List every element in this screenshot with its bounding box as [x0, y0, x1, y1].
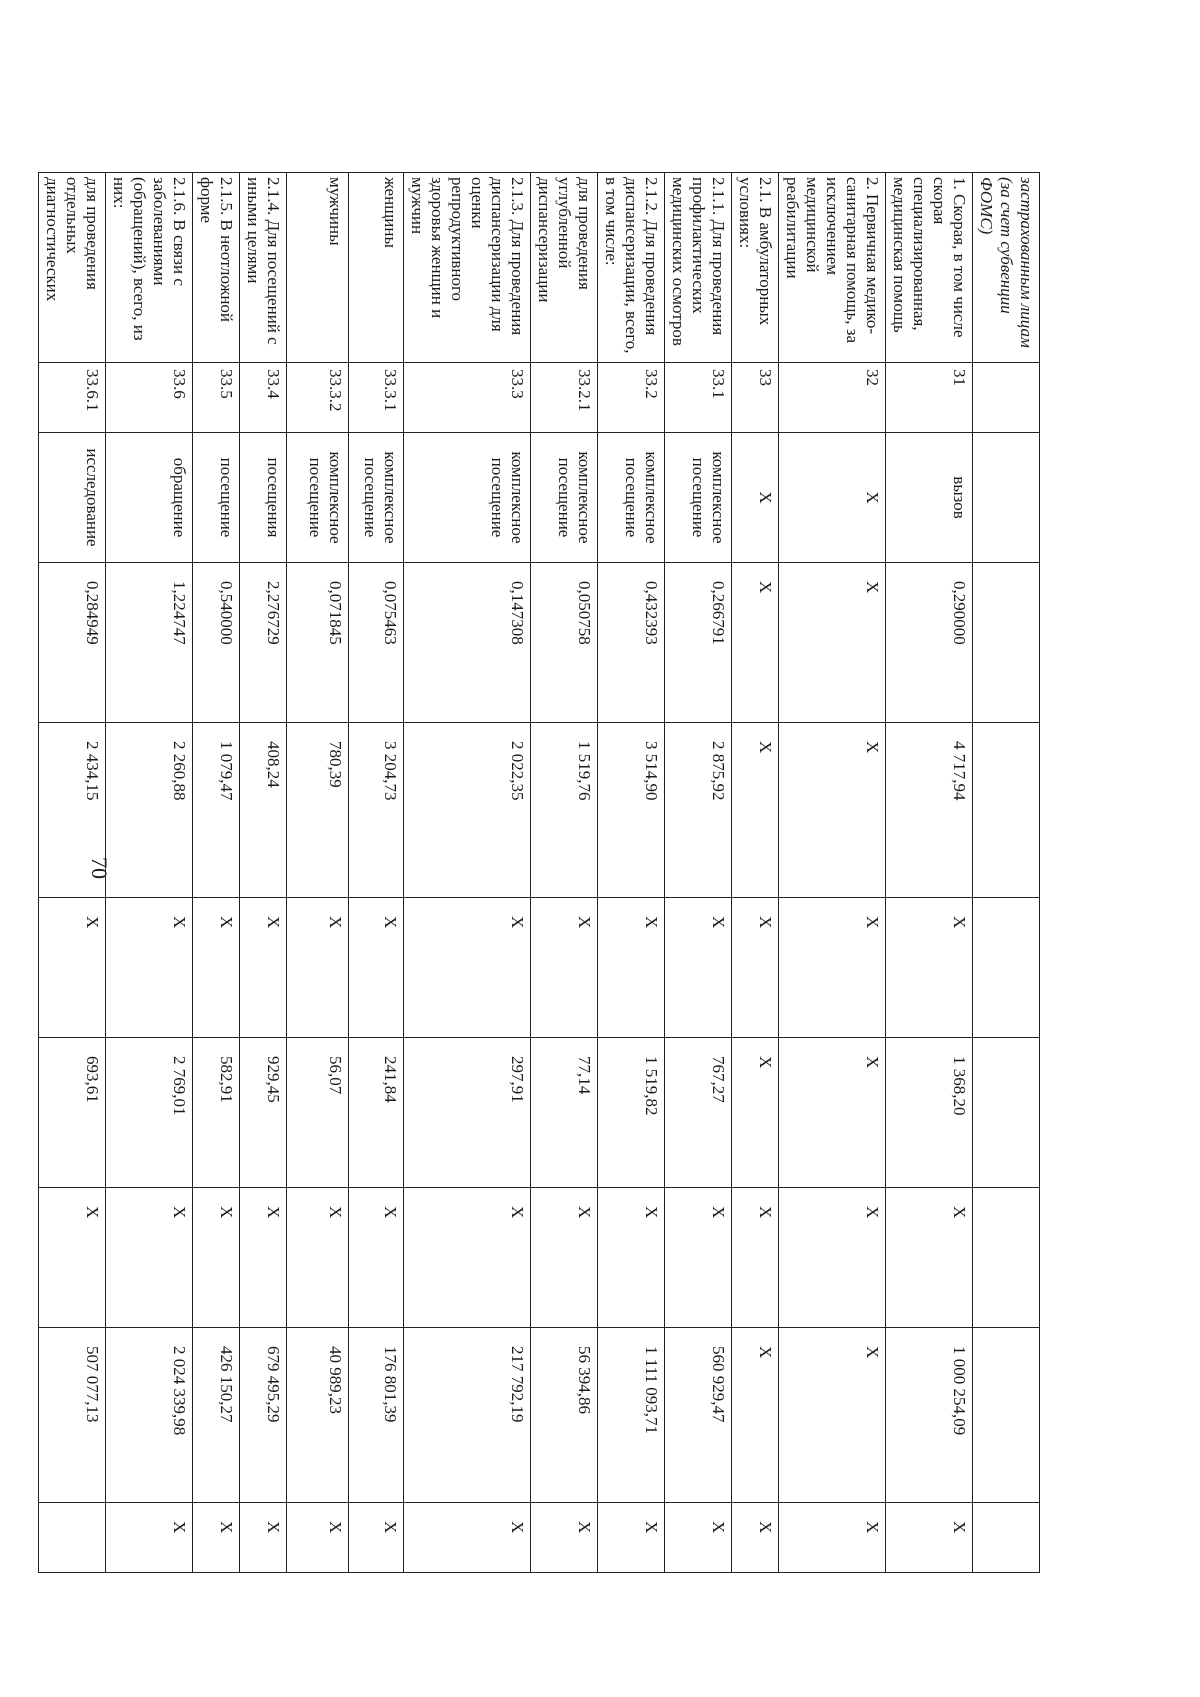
row-col6: 241,84: [349, 1038, 404, 1188]
table-row: [404, 173, 531, 1573]
row-unit: комплексное посещение: [287, 433, 349, 563]
row-cost: X: [732, 723, 779, 898]
row-col6: 929,45: [240, 1038, 287, 1188]
row-col9: X: [732, 1503, 779, 1573]
row-norm: X: [779, 563, 886, 723]
row-col9: X: [404, 1503, 531, 1573]
row-col6: 2 769,01: [106, 1038, 193, 1188]
row-norm: 0,266791: [665, 563, 732, 723]
row-col5: X: [531, 898, 598, 1038]
row-col8: 426 150,27: [193, 1328, 240, 1503]
row-col7: X: [106, 1188, 193, 1328]
row-col6: X: [732, 1038, 779, 1188]
rotated-table: [43, 172, 1040, 1572]
row-name: 2.1.5. В неотложной форме: [193, 173, 240, 363]
row-cost: 408,24: [240, 723, 287, 898]
row-col7: X: [886, 1188, 973, 1328]
header-name-cell: застрахованным лицам (за счет субвенции ФОМС): [973, 173, 1040, 363]
row-col9: X: [193, 1503, 240, 1573]
data-table: [38, 172, 1040, 1573]
row-col5: X: [779, 898, 886, 1038]
row-col9: X: [531, 1503, 598, 1573]
row-cost: 4 717,94: [886, 723, 973, 898]
row-norm: 0,050758: [531, 563, 598, 723]
row-col7: X: [531, 1188, 598, 1328]
row-cost: 3 204,73: [349, 723, 404, 898]
row-unit: комплексное посещение: [598, 433, 665, 563]
row-code: 31: [886, 363, 973, 433]
table-container: [43, 172, 1040, 1572]
row-unit: комплексное посещение: [349, 433, 404, 563]
row-code: 33.6: [106, 363, 193, 433]
row-col5: X: [106, 898, 193, 1038]
row-col5: X: [193, 898, 240, 1038]
row-name: женщины: [349, 173, 404, 363]
row-col5: X: [665, 898, 732, 1038]
row-col9: [39, 1503, 106, 1573]
row-col8: 2 024 339,98: [106, 1328, 193, 1503]
row-unit: посещения: [240, 433, 287, 563]
row-col5: X: [287, 898, 349, 1038]
row-unit: вызов: [886, 433, 973, 563]
row-col6: 582,91: [193, 1038, 240, 1188]
table-row: [598, 173, 665, 1573]
row-norm: 0,284949: [39, 563, 106, 723]
row-norm: 1,224747: [106, 563, 193, 723]
row-col7: X: [404, 1188, 531, 1328]
row-cost: 1 079,47: [193, 723, 240, 898]
row-norm: 0,540000: [193, 563, 240, 723]
row-col8: 679 495,29: [240, 1328, 287, 1503]
row-col7: X: [193, 1188, 240, 1328]
row-col9: X: [886, 1503, 973, 1573]
row-col7: X: [240, 1188, 287, 1328]
row-name: 2.1.6. В связи с заболеваниями (обращений), всего, из них:: [106, 173, 193, 363]
row-col8: X: [779, 1328, 886, 1503]
row-col9: X: [287, 1503, 349, 1573]
table-row: [665, 173, 732, 1573]
row-name: 2.1. В амбулаторных условиях:: [732, 173, 779, 363]
row-col8: 1 000 254,09: [886, 1328, 973, 1503]
row-col5: X: [404, 898, 531, 1038]
row-col6: 77,14: [531, 1038, 598, 1188]
row-cost: 1 519,76: [531, 723, 598, 898]
row-cost: 780,39: [287, 723, 349, 898]
row-norm: 2,276729: [240, 563, 287, 723]
row-norm: 0,075463: [349, 563, 404, 723]
row-col9: X: [240, 1503, 287, 1573]
table-row: [39, 173, 106, 1573]
row-col8: 176 801,39: [349, 1328, 404, 1503]
row-col6: X: [779, 1038, 886, 1188]
row-unit: обращение: [106, 433, 193, 563]
row-cost: 3 514,90: [598, 723, 665, 898]
row-col9: X: [106, 1503, 193, 1573]
row-code: 33.3.1: [349, 363, 404, 433]
row-code: 33.6.1: [39, 363, 106, 433]
table-row: [106, 173, 193, 1573]
row-code: 33.2: [598, 363, 665, 433]
row-norm: 0,290000: [886, 563, 973, 723]
row-unit: комплексное посещение: [531, 433, 598, 563]
row-code: 33.1: [665, 363, 732, 433]
table-row: [732, 173, 779, 1573]
row-col7: X: [732, 1188, 779, 1328]
row-norm: 0,147308: [404, 563, 531, 723]
row-col8: X: [732, 1328, 779, 1503]
row-col6: 297,91: [404, 1038, 531, 1188]
row-name: 2.1.4. Для посещений с иными целями: [240, 173, 287, 363]
table-row: [240, 173, 287, 1573]
row-col9: X: [349, 1503, 404, 1573]
table-row: [779, 173, 886, 1573]
row-unit: X: [732, 433, 779, 563]
row-unit: посещение: [193, 433, 240, 563]
row-norm: X: [732, 563, 779, 723]
table-row: [193, 173, 240, 1573]
row-col7: X: [287, 1188, 349, 1328]
row-name: 2.1.3. Для проведения диспансеризации для оценки репродуктивного здоровья женщин и мужчин: [404, 173, 531, 363]
row-col9: X: [598, 1503, 665, 1573]
row-col9: X: [665, 1503, 732, 1573]
row-cost: 2 434,15: [39, 723, 106, 898]
row-col6: 693,61: [39, 1038, 106, 1188]
row-code: 33: [732, 363, 779, 433]
row-col9: X: [779, 1503, 886, 1573]
row-name: 1. Скорая, в том числе скорая специализированная, медицинская помощь: [886, 173, 973, 363]
page-number: 70: [87, 857, 112, 879]
row-code: 33.4: [240, 363, 287, 433]
row-col8: 40 989,23: [287, 1328, 349, 1503]
row-code: 33.5: [193, 363, 240, 433]
row-unit: X: [779, 433, 886, 563]
row-unit: комплексное посещение: [404, 433, 531, 563]
row-code: 33.2.1: [531, 363, 598, 433]
row-name: мужчины: [287, 173, 349, 363]
row-col6: 56,07: [287, 1038, 349, 1188]
row-cost: 2 022,35: [404, 723, 531, 898]
table-header-row: [973, 173, 1040, 1573]
row-col8: 507 077,13: [39, 1328, 106, 1503]
row-norm: 0,071845: [287, 563, 349, 723]
row-cost: X: [779, 723, 886, 898]
row-cost: 2 260,88: [106, 723, 193, 898]
row-col5: X: [240, 898, 287, 1038]
row-col6: 767,27: [665, 1038, 732, 1188]
row-name: для проведения углубленной диспансеризации: [531, 173, 598, 363]
row-col8: 1 111 093,71: [598, 1328, 665, 1503]
row-col8: 56 394,86: [531, 1328, 598, 1503]
row-norm: 0,432393: [598, 563, 665, 723]
row-unit: комплексное посещение: [665, 433, 732, 563]
table-row: [349, 173, 404, 1573]
row-code: 32: [779, 363, 886, 433]
row-col5: X: [598, 898, 665, 1038]
row-col7: X: [598, 1188, 665, 1328]
row-col7: X: [349, 1188, 404, 1328]
row-col7: X: [39, 1188, 106, 1328]
row-col7: X: [779, 1188, 886, 1328]
row-unit: исследование: [39, 433, 106, 563]
row-col5: X: [349, 898, 404, 1038]
row-col8: 217 792,19: [404, 1328, 531, 1503]
table-row: [886, 173, 973, 1573]
row-code: 33.3: [404, 363, 531, 433]
row-col5: X: [732, 898, 779, 1038]
row-name: 2.1.2. Для проведения диспансеризации, всего, в том числе:: [598, 173, 665, 363]
row-col5: X: [886, 898, 973, 1038]
row-name: 2. Первичная медико-санитарная помощь, за исключением медицинской реабилитации: [779, 173, 886, 363]
table-row: [287, 173, 349, 1573]
row-col6: 1 519,82: [598, 1038, 665, 1188]
row-name: для проведения отдельных диагностических: [39, 173, 106, 363]
row-col8: 560 929,47: [665, 1328, 732, 1503]
row-name: 2.1.1. Для проведения профилактических медицинских осмотров: [665, 173, 732, 363]
row-col7: X: [665, 1188, 732, 1328]
row-cost: 2 875,92: [665, 723, 732, 898]
row-col5: X: [39, 898, 106, 1038]
table-row: [531, 173, 598, 1573]
row-col6: 1 368,20: [886, 1038, 973, 1188]
row-code: 33.3.2: [287, 363, 349, 433]
